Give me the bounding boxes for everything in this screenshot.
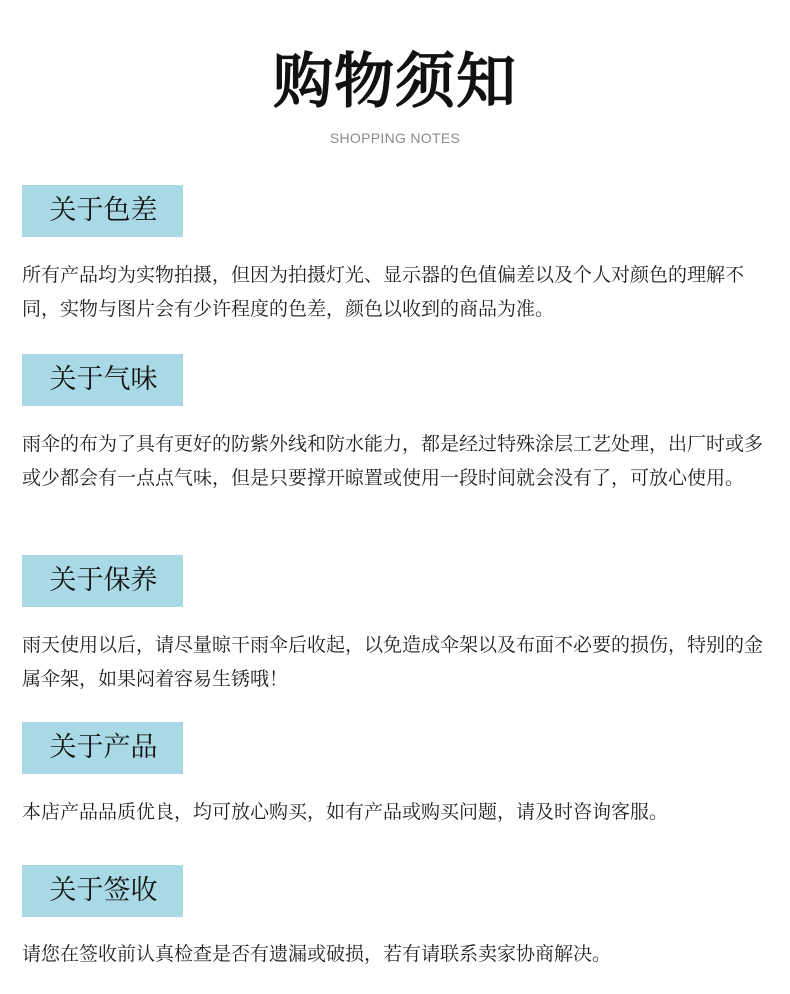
- section-text-odor: 雨伞的布为了具有更好的防紫外线和防水能力，都是经过特殊涂层工艺处理，出厂时或多或少都会有一点点气味，但是只要撑开晾置或使用一段时间就会没有了，可放心使用。: [22, 433, 764, 489]
- section-receipt: [22, 865, 772, 971]
- section-product: [22, 722, 772, 829]
- page-title: 购物须知: [273, 47, 517, 117]
- section-text-product: 本店产品品质优良，均可放心购买，如有产品或购买问题，请及时咨询客服。: [22, 801, 669, 823]
- section-odor: [22, 354, 772, 495]
- section-text-maintenance: 雨天使用以后，请尽量晾干雨伞后收起，以免造成伞架以及布面不必要的损伤，特别的金属伞架，如果闷着容易生锈哦！: [22, 634, 764, 690]
- section-color-difference: [22, 185, 772, 326]
- section-maintenance: [22, 555, 772, 696]
- section-text-color-difference: 所有产品均为实物拍摄，但因为拍摄灯光、显示器的色值偏差以及个人对颜色的理解不同，实物与图片会有少许程度的色差，颜色以收到的商品为准。: [22, 264, 745, 320]
- page-subtitle: SHOPPING NOTES: [329, 130, 461, 146]
- section-label-receipt: 关于签收: [22, 865, 183, 917]
- section-label-product: 关于产品: [22, 722, 183, 774]
- section-label-maintenance: 关于保养: [22, 555, 183, 607]
- section-label-color-difference: 关于色差: [22, 185, 183, 237]
- section-label-odor: 关于气味: [22, 354, 183, 406]
- section-text-receipt: 请您在签收前认真检查是否有遗漏或破损，若有请联系卖家协商解决。: [22, 943, 612, 965]
